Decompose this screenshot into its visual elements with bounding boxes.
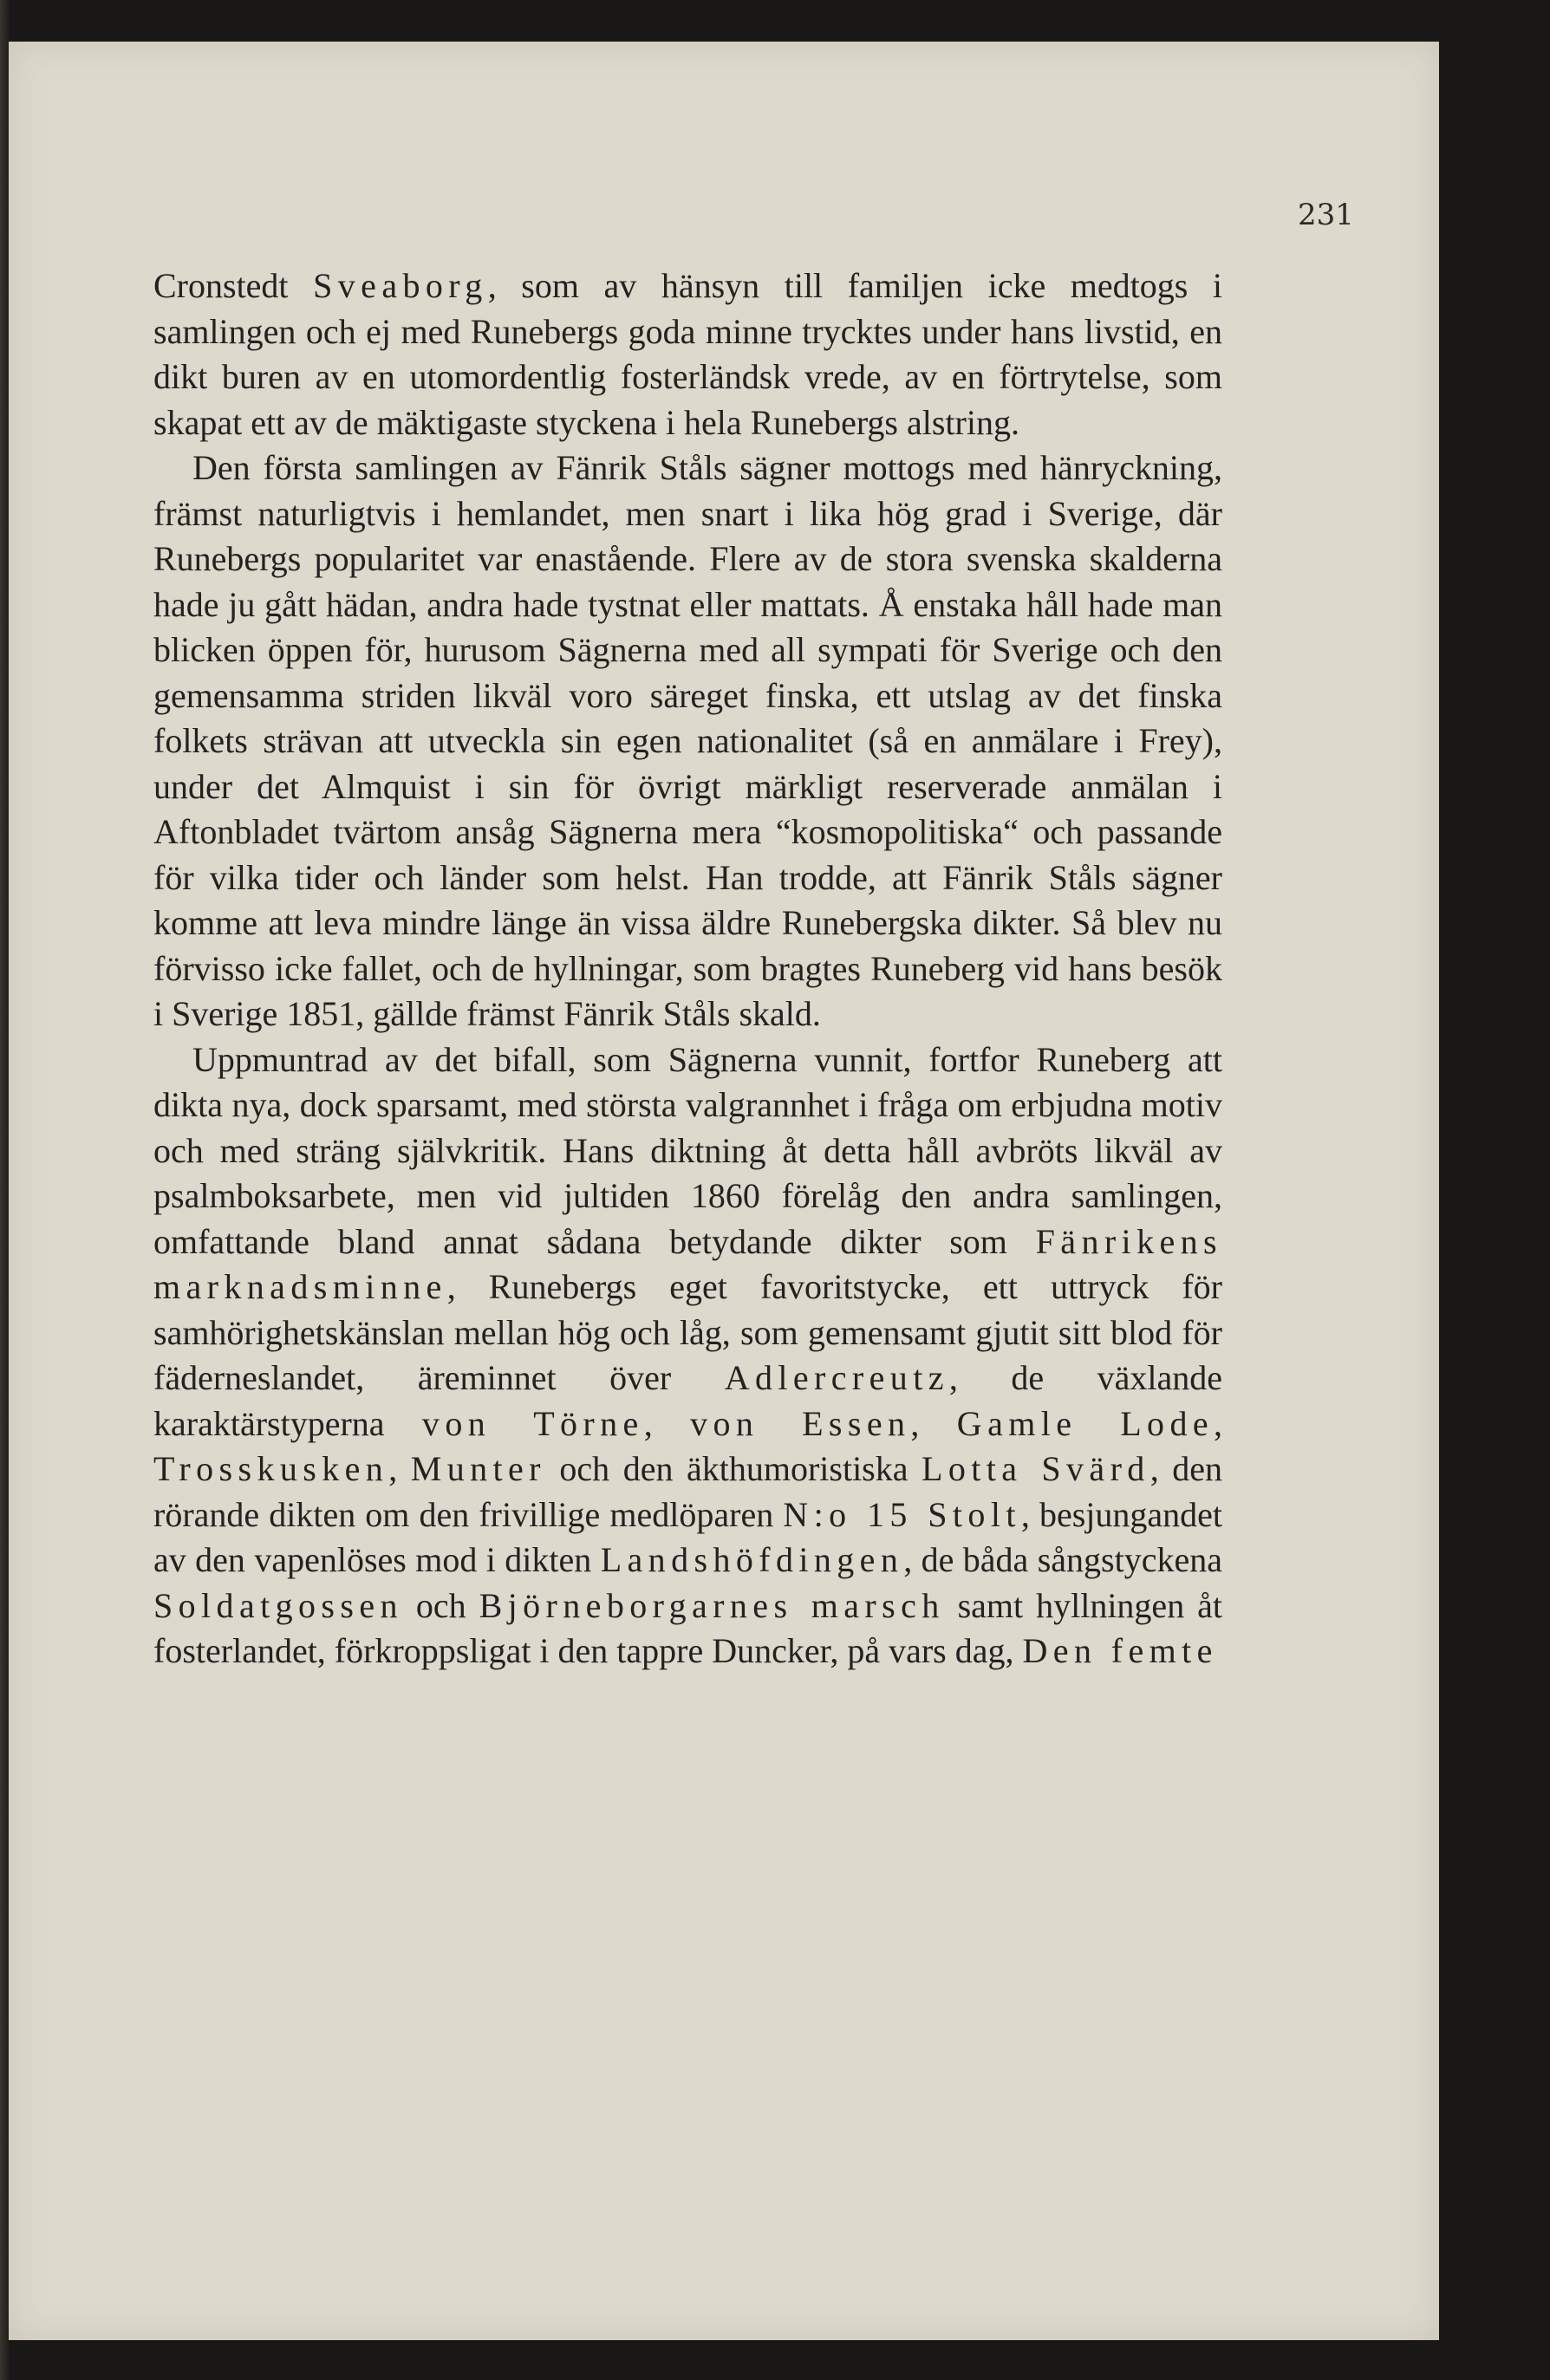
book-edge	[0, 0, 9, 2380]
text-run: ,	[388, 1449, 411, 1488]
emphasized-text: Trosskusken	[153, 1449, 389, 1488]
text-run: , de båda sångstyckena	[903, 1540, 1222, 1579]
emphasized-text: Sveaborg	[313, 266, 488, 305]
emphasized-text: Lotta Svärd	[922, 1449, 1150, 1488]
emphasized-text: von Törne	[421, 1403, 644, 1443]
text-run: , besjungandet av den vapenlöses mod i dikten	[153, 1494, 1223, 1579]
text-run: och den äkthumoristiska	[545, 1449, 922, 1488]
emphasized-text: Fänrikens marknadsminne	[153, 1221, 1222, 1306]
text-run: samt hyllningen åt fosterlandet, förkroppsligat i den tappre Duncker, på vars dag,	[153, 1585, 1222, 1670]
text-run: ,	[910, 1403, 957, 1443]
text-run: ,	[1214, 1403, 1222, 1443]
emphasized-text: von Essen	[690, 1403, 911, 1443]
emphasized-text: Adlercreutz	[724, 1358, 949, 1397]
text-run: , den rörande dikten om den frivillige medlöparen	[153, 1449, 1222, 1534]
emphasized-text: Gamle Lode	[956, 1403, 1214, 1443]
text-run: , Runebergs eget favoritstycke, ett uttryck för samhörighetskänslan mellan hög och låg, som gemensamt gjutit sitt blod för fäderneslandet, äreminnet över	[153, 1267, 1222, 1397]
paragraph	[153, 263, 1222, 445]
paragraph	[153, 1037, 1222, 1674]
text-run: och	[402, 1585, 479, 1625]
text-run: , som av hänsyn till familjen icke medtogs i samlingen och ej med Runebergs goda minne trycktes under hans livstid, en dikt buren av en utomordentlig fosterländsk vrede, av en förtrytelse, som skapat ett av de mäktigaste styckena i hela Runebergs alstring.	[153, 266, 1222, 442]
emphasized-text: N:o 15 Stolt	[783, 1494, 1021, 1534]
page-number: 231	[1298, 198, 1354, 232]
text-run: Uppmuntrad av det bifall, som Sägnerna vunnit, fortfor Runeberg att dikta nya, dock sparsamt, med största valgrannhet i fråga om erbjudna motiv och med sträng självkritik. Hans diktning åt detta håll avbröts likväl av psalmboksarbete, men vid jultiden 1860 förelåg den andra samlingen, omfattande bland annat sådana betydande dikter som	[153, 1039, 1222, 1261]
emphasized-text: Landshöfdingen	[600, 1540, 904, 1579]
emphasized-text: Den femte	[1022, 1631, 1218, 1670]
emphasized-text: Björneborgarnes marsch	[479, 1585, 945, 1625]
text-run: Den första samlingen av Fänrik Ståls sägner mottogs med hänryckning, främst naturligtvis i hemlandet, men snart i lika hög grad i Sverige, där Runebergs popularitet var enastående. Flere av de stora svenska skalderna hade ju gått hädan, andra hade tystnat eller mattats. Å enstaka håll hade man blicken öppen för, hurusom Sägnerna med all sympati för Sverige och den gemensamma striden likväl voro säreget finska, ett utslag av det finska folkets strävan att utveckla sin egen nationalitet (så en anmälare i Frey), under det Almquist i sin för övrigt märkligt reserverade anmälan i Aftonbladet tvärtom ansåg Sägnerna mera “kosmopolitiska“ och passande för vilka tider och länder som helst. Han trodde, att Fänrik Ståls sägner komme att leva mindre länge än vissa äldre Runebergska dikter. Så blev nu förvisso icke fallet, och de hyllningar, som bragtes Runeberg vid hans besök i Sverige 1851, gällde främst Fänrik Ståls skald.	[153, 448, 1222, 1033]
book-page	[9, 42, 1439, 2340]
text-run: Cronstedt	[153, 266, 314, 305]
emphasized-text: Soldatgossen	[153, 1585, 403, 1625]
paragraph	[153, 445, 1222, 1037]
text-run: ,	[643, 1403, 691, 1443]
emphasized-text: Munter	[410, 1449, 546, 1488]
text-run: , de växlande karaktärstyperna	[153, 1358, 1222, 1443]
body-text	[153, 263, 1222, 1674]
